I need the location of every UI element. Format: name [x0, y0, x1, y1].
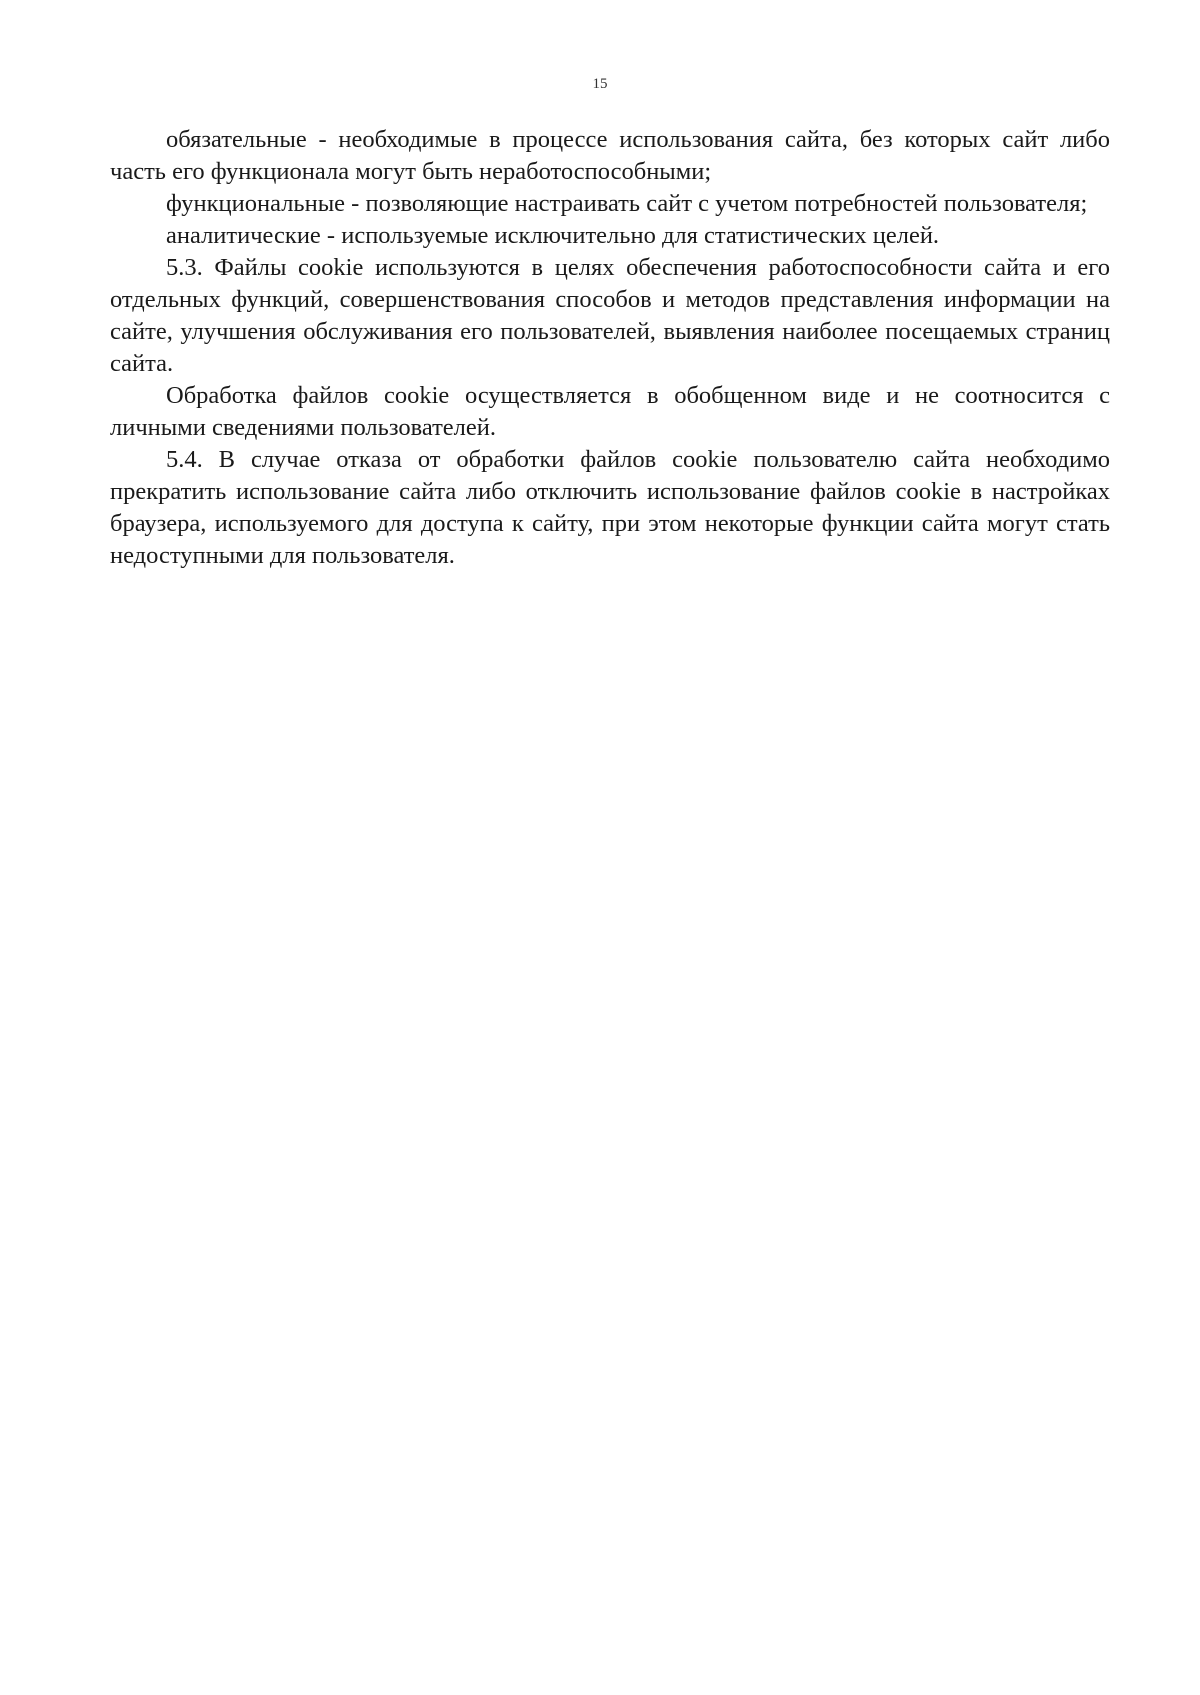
paragraph-section-5-4: 5.4. В случае отказа от обработки файлов cookie пользователю сайта необходимо прекратить использование сайта либо отключить использование файлов cookie в настройках браузера, используемого для доступа к сайту, при этом некоторые функции сайта могут стать недоступными для пользователя. — [110, 446, 1110, 569]
page-number: 15 — [592, 76, 608, 92]
document-body — [110, 124, 1110, 572]
paragraph-cookie-processing: Обработка файлов cookie осуществляется в обобщенном виде и не соотносится с личными сведениями пользователей. — [110, 382, 1110, 441]
paragraph-mandatory-cookies: обязательные - необходимые в процессе использования сайта, без которых сайт либо часть его функционала могут быть неработоспособными; — [110, 126, 1110, 185]
paragraph-functional-cookies: функциональные - позволяющие настраивать сайт с учетом потребностей пользователя; — [166, 190, 1088, 217]
paragraph-analytical-cookies: аналитические - используемые исключительно для статистических целей. — [166, 222, 940, 249]
paragraph-section-5-3: 5.3. Файлы cookie используются в целях обеспечения работоспособности сайта и его отдельных функций, совершенствования способов и методов представления информации на сайте, улучшения обслуживания его пользователей, выявления наиболее посещаемых страниц сайта. — [110, 254, 1110, 377]
